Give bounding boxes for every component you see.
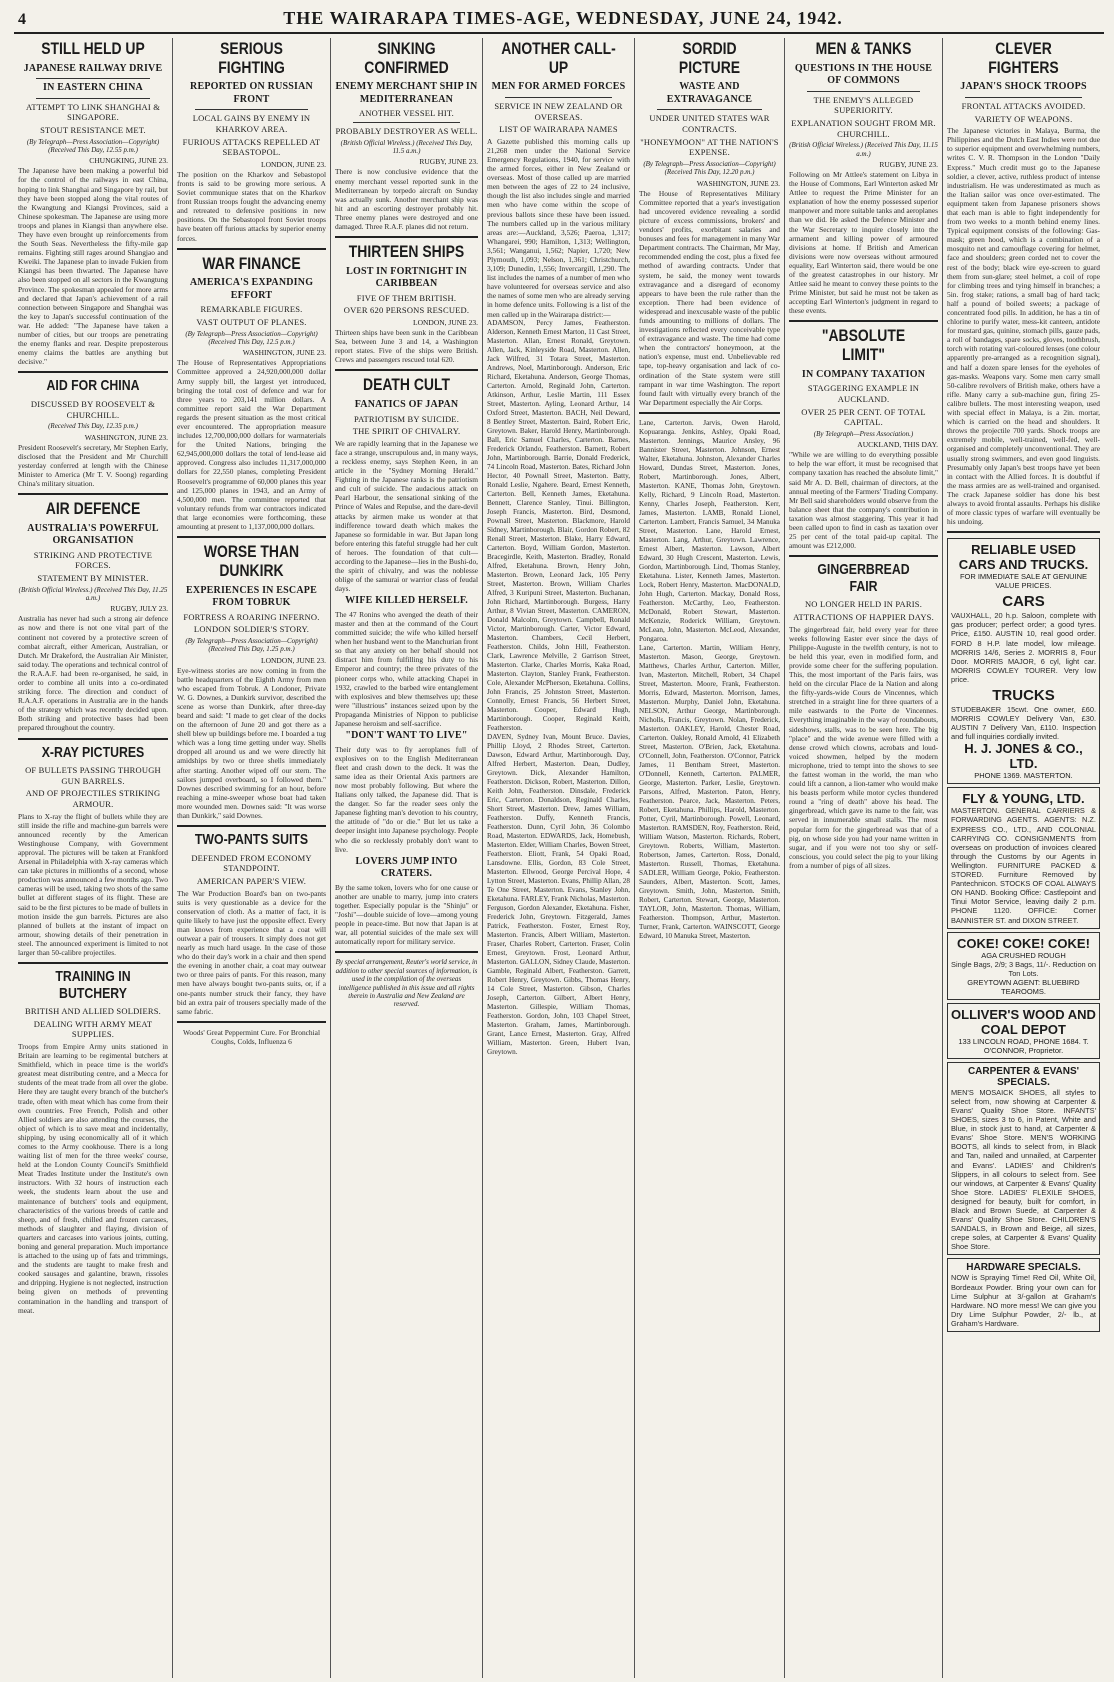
deck: LONDON SOLDIER'S STORY. [193, 624, 310, 635]
deck: STRIKING AND PROTECTIVE FORCES. [33, 549, 153, 571]
advert-trucks-heading: TRUCKS [992, 687, 1055, 704]
deck: REMARKABLE FIGURES. [200, 304, 303, 315]
article-body: Thirteen ships have been sunk in the Caribbean Sea, between June 3 and 14, a Washington report states. Five of the ships were British. Crews and passengers rescued total 620. [335, 328, 478, 365]
advert-heading: RELIABLE USED CARS AND TRUCKS. [958, 542, 1089, 573]
deck: UNDER UNITED STATES WAR CONTRACTS. [649, 113, 770, 134]
deck: IN EASTERN CHINA [43, 82, 143, 94]
headline-training-in-butchery: TRAINING IN BUTCHERY [55, 968, 131, 1002]
deck: AMERICA'S EXPANDING EFFORT [189, 277, 314, 301]
deck: QUESTIONS IN THE HOUSE OF COMMONS [794, 62, 933, 87]
credit-line: (British Official Wireless.) (Received This Day, 11.25 a.m.) [18, 585, 168, 602]
deck: OVER 25 PER CENT. OF TOTAL CAPITAL. [801, 406, 926, 428]
small-advert: Woods' Great Peppermint Cure. For Bronchial Coughs, Colds, Influenza 6 [182, 1027, 321, 1046]
deck: FANATICS OF JAPAN [354, 399, 459, 411]
page-number: 4 [18, 11, 26, 28]
dateline: RUGBY, JUNE 23. [419, 157, 478, 167]
deck: IN COMPANY TAXATION [801, 368, 926, 380]
article-body: "While we are willing to do everything possible to help the war effort, it must be recognised that company taxation has reached the absolute limit," said Mr A. D. Bell, chairman of directors, at the annual meeting of the Farmers' Trading Company. Mr Bell said shareholders would observe from the balance sheet that the company's contribution in taxation was almost staggering. This year it had been called upon to find in cash as taxation over 25 per cent of the total paid-up capital. The amount was £212,000. [789, 450, 938, 551]
advert-heading: COKE! COKE! COKE! [957, 935, 1090, 951]
credit-line: (Received This Day, 12.35 p.m.) [48, 422, 138, 431]
column-3 [330, 38, 482, 1678]
credit-line: (By Telegraph—Press Association—Copyright) (Received This Day, 12.55 p.m.) [26, 137, 160, 154]
deck: ATTRACTIONS OF HAPPIER DAYS. [793, 611, 934, 622]
headline-absolute-limit: "ABSOLUTE LIMIT" [821, 326, 906, 365]
article-body: The gingerbread fair, held every year for three weeks following Easter ever since the days of Philippe-Auguste in the twelfth century, is not to be held this year, even in modified form, and provide some cheer for the suffering population. This, the most important of the Paris fairs, was held on the circular Place de la Nation and along the fifty-yards-wide Cours de Vincennes, which stretched in a straight line for three quarters of a mile eastwards to the Porte de Vincennes. Everything imaginable in the way of roundabouts, sideshows, stalls, was to be seen here. The big "place" and the wide avenue were filled with a dense crowd which clowns, acrobats and loud-voiced showmen, helped by the modern microphone, tried to tempt into the shows to see the fattest woman in the world, the man who could lift a cannon, a lion-tamer who would make his beasts perform while motor cycles thundered round a "ring of death" above his head. The gingerbread, which gave its name to the fair, was served in innumerable small stalls. The most popular form for the gingerbread was that of a pig, on whose side you had your name written in sugar, and if you were not too shy or self-conscious, you could select the pig to your liking from a number of pigs of all sizes. [789, 624, 938, 870]
carpenter-evans-advert [947, 1062, 1100, 1256]
deck: DEALING WITH ARMY MEAT SUPPLIES. [33, 1018, 153, 1040]
deck: DISCUSSED BY ROOSEVELT & CHURCHILL. [30, 398, 156, 420]
dateline: CHUNGKING, JUNE 23. [89, 156, 168, 166]
advert-heading: OLLIVER'S WOOD AND COAL DEPOT [951, 1006, 1096, 1037]
dateline: WASHINGTON, JUNE 23. [696, 178, 780, 188]
advert-cars-list: VAUXHALL, 20 h.p. Saloon, complete with gas producer; perfect order; a good tyres. Price, £150. AUSTIN 10, real good order. FORD 8 H.P. late model, low mileage. MORRIS 14/6, Series 2. MORRIS 8, Four Door. MORRIS MAJOR, 6 cyl, light car. MORRIS COWLEY TOURER. Very low price. [951, 611, 1096, 684]
name-list: ADAMSON, Percy James, Featherston. Alderson, Kenneth Ernest Marton, 11 Cast Street, Masterton. Allan, Ernest Ronald, Greytown. Allen, Jack, Kinleyside Road, Masterton. Allen, Jack Wilfred, 31 Totara Street, Masterton. Andrews, Noel, Martinborough. Anderson, Eric Richard, Eketahuna. Anderson, George Thomas, Carterton. Arnold, Reginald John, Carterton. Atkinson, Arthur, Leslie Martin, 111 Essex Street, Masterton. Ayling, Leonard Arthur, 14 Oxford Street, Masterton. BACH, Neil Deward, 8 Bentley Street, Masterton. Baird, Robert Eric, Greytown. Baker, Harold Henry, Martinborough. Ball, Eric Samuel Charles, Carterton. Barnes, Frederick Orlando, Featherston. Barnett, Robert John, Martinborough. Barrie, Donald Frederick, 74 Lincoln Road, Masterton. Bates, Richard John Hector, 40 Pownall Street, Masterton. Batty, Ronald Leslie, Ngahere. Beard, Ernest Kenneth, Carterton. Bell, Kenneth James, Eketahuna. Bennett, Clarence Stanley, Tinui. Billington, Joseph Francis, Masterton. Bird, Desmond, Pownall Street, Masterton. Blackmore, Harold Sidney, Martinborough. Blair, Gordon Robert, 82 Renall Street, Masterton. Blake, Harry Edward, Carterton. Boyd, William Gordon, Masterton. Bracegirdle, Keith, Masterton. Bradley, Ronald Alfred, Eketahuna. Brown, Henry John, Masterton. Brown, Leonard Jack, 105 Perry Street, Masterton. Brown, William Charles Alfred, 3 Kuripuni Street, Masterton. Buchanan, John Richard, Martinborough. Burgess, Harry Arthur, 8 Vivian Street, Masterton. CAMERON, Donald Malcolm, Greytown. Campbell, Ronald Victor, Martinborough. Carter, Victor Edward, Masterton. Chambers, Cecil Herbert, Featherston. Childs, John Hill, Featherston. Clark, Lawrence Melville, 2 Garrison Street, Masterton. Clarke, Charles Morris, Kaka Road, Masterton. Clayton, Stanley Frank, Featherston. Cole, Alexander McPherson, Eketahuna. Collins, John Francis, 25 Johnston Street, Masterton. Connolly, Ernest Francis, 56 Herbert Street, Masterton. Cooper, Edward Hugh, Martinborough. Cooper, Reginald Keith, Featherston. [487, 318, 630, 732]
deck: AUSTRALIA'S POWERFUL ORGANISATION [27, 522, 159, 547]
headline-air-defence: AIR DEFENCE [45, 499, 141, 519]
advert-heading: CARPENTER & EVANS' SPECIALS. [967, 1065, 1080, 1088]
advert-heading: HARDWARE SPECIALS. [966, 1262, 1081, 1274]
deck: STOUT RESISTANCE MET. [40, 124, 146, 135]
deck: LOST IN FORTNIGHT IN CARIBBEAN [346, 265, 467, 290]
headline-serious-fighting: SERIOUS FIGHTING [218, 39, 285, 77]
deck: JAPAN'S SHOCK TROOPS [960, 81, 1087, 93]
deck: FIVE OF THEM BRITISH. [356, 292, 457, 303]
article-body: Their duty was to fly aeroplanes full of explosives on to the English Mediterranean fleet and crash down to the deck. It was the same idea as their Oriental Axis partners are now most probably following. But where the Italians only talked, the Japanese did. That is the danger. So far the reader sees only the Japanese fighting man's devotion to his country, the attitude of "do or die." But let us take a deeper insight into Japanese psychology. People who die so recklessly probably don't want to live. [335, 744, 478, 854]
dateline: LONDON, JUNE 23. [261, 655, 326, 665]
credit-line: (British Official Wireless.) (Received This Day, 11.15 a.m.) [789, 141, 938, 158]
deck: PATRIOTISM BY SUICIDE. [353, 413, 460, 424]
name-list: DAVEN, Sydney Ivan, Mount Bruce. Davies, Phillip Lloyd, 2 Rhodes Street, Carterton. Dawson, Edward Arthur, Martinborough. Day, Alfred Herbert, Masterton. Dean, Dudley, Greytown. Dick, Alexander Hamilton, Featherston. Dickson, Robert, Masterton. Dillon, Keith John, Featherston. Dinsdale, Frederick Eric, Carterton. Donaldson, Reginald Charles, Short Street, Masterton. Drew, James William, Featherston. Duffy, Kenneth Francis, Featherston. Dunn, Cyril John, 36 Colombo Road, Masterton. EDWARDS, Jack, Homebush, Masterton. Elder, William Charles, Bowen Street, Featherston. Eliott, Frank, 54 Opaki Road, Lansdowne. Ellis, Gordon, 83 Cole Street, Masterton. Ellwood, George Percival Hope, 4 Lytton Street, Masterton. Evans, Phillip Allan, 28 Te One Street, Masterton. Evans, Stanley John, Eketahuna. FARLEY, Frank Nicholas, Masterton. Ferguson, Gordon Alexander, Eketahuna. Fisher, Frederick John, Greytown. Fitzgerald, James Patrick, Featherston. Foster, Ernest Roy, Masterton. Francis, Albert William, Masterton. Fraser, Charles Robert, Carterton. Fraser, Colin Ernest, Greytown. Frost, Leonard Arthur, Masterton. GALLON, Sidney Claude, Masterton. Gamble, Reginald Albert, Featherston. Garrett, Robert Henry, Greytown. Gibbs, Thomas Henry, 14 Cole Street, Masterton. Gibson, Charles Joseph, Carterton. Gilbert, Albert Henry, Masterton. Gillespie, William Thomas, Featherston. Gordon, John, 103 Chapel Street, Masterton. Graham, James, Martinborough. Grant, Lance Ernest, Masterton. Gray, Alfred William, Masterton. Green, Hubert Ivan, Greytown. [487, 732, 630, 1056]
headline-gingerbread-fair: GINGERBREAD FAIR [817, 561, 910, 595]
headline-thirteen-ships: THIRTEEN SHIPS [348, 242, 465, 262]
deck: FRONTAL ATTACKS AVOIDED. [961, 100, 1086, 111]
article-body: We are rapidly learning that in the Japanese we face a strange, unscrupulous and, in many ways, a reckless enemy, says Stephen Keen, in an article in the "Sydney Morning Herald." Fighting in the Japanese ranks is the patriotism and cult of suicide. The audacious attack on Pearl Harbour, the sensational sinking of the Prince of Wales and Repulse, and the dare-devil attacks by airmen make us wonder at that indifference toward death which makes the Japanese so formidable in war. But Japan long before entering this fateful struggle had her cult of heroes. The foundation of that cult—according to the Japanese—lies in the Bushi-do, the spirit of chivalry, and was the noblesse oblige of the samurai or warrior class of feudal days. [335, 438, 478, 594]
article-body: The 47 Ronins who avenged the death of their master and then at the command of the Court committed suicide; the wife who killed herself when her husband went to the Manchurian front so that any anxiety on her behalf should not distract him from fulfilling his duty to his Emperor and country; the three privates of the pioneer corps who, while attacking Chapei in 1932, crawled to the barbed wire entanglement with explosives and blew themselves up; these were "illustrious" instances seized upon by the Propaganda Ministries of Nippon to publicise Japanese heroism and self-sacrifice. [335, 609, 478, 729]
dateline: RUGBY, JULY 23. [110, 604, 168, 614]
article-body: The Japanese have been making a powerful bid for the control of the railways in east China, hoping to link Shanghai and Singapore by rail, but they have been stopped along the vital routes of the Kwangtung and Kiangsi Provinces, said a Chinese spokesman. The Japanese are using more troops and planes in Kiangsi than anywhere else. They have even brought up reinforcements from the South Seas. Nevertheless the fifty-mile gap remains. Fighting still rages around Shangjao and Kweiki. The Japanese plan to invade Fukien from Kiangsi has been thwarted. The Japanese have also been stopped on all sectors in the Kwangtung Province. The spokesman appealed for more arms and declared that Japan's achievement of a rail connection between Singapore and Shanghai was the key to Japan's successful continuation of the war. He added: "The Japanese have taken a number of cities, but our troops are penetrating the enemy flanks and rear. Despite preposterous enemy claims the battles are anything but decisive." [18, 166, 168, 367]
deck: REPORTED ON RUSSIAN FRONT [190, 81, 313, 105]
credit-line: (By Telegraph—Press Association—Copyright) (Received This Day, 12.5 p.m.) [185, 329, 318, 346]
coke-advert [947, 932, 1100, 1000]
dateline: RUGBY, JUNE 23. [879, 159, 938, 169]
article-body: Troops from Empire Army units stationed in Britain are learning to be regimental butchers at Smithfield, which in peace time is the world's greatest meat distributing centre, and a Mecca for students of the meat trade from all over the globe. Here they are taught every branch of the butcher's trade, often with meat which has come from their own countries. Free French, Polish and other Allied soldiers are also attending the courses, the object of which is to save meat and incidentally, shipping, by using economically all of it which comes to the Army cookhouse. There is a long waiting list of men for the three weeks' course, held at the London County Council's Smithfield Meat Trades Institute under the Institute's own instructors. With 32 hours of instruction each week, the students learn about the use and maintenance of butchers' tools and equipment, characteristics of the various breeds of cattle and sheep, and of fresh, chilled and frozen carcases, methods of slaughter and flaying, division of quarters and carcases into various joints, cutting, boning and general preparation. Much importance is attached to the using up of fats and trimmings, and the students are taught to make fresh and cooked sausages and galantine, brawn, rissoles and dripping. Hygiene is not neglected, instruction being given on methods of preventing contamination in the handling and transport of meat. [18, 1041, 168, 1315]
deck: ANOTHER VESSEL HIT. [358, 108, 454, 119]
article-body: Eye-witness stories are now coming in from the battle headquarters of the Eighth Army from men who escaped from Tobruk. A Londoner, Private W. G. Downes, a Dunkirk survivor, described the scene as worse than Dunkirk, after three-day beard and said: "I made to get clear of the docks on the afternoon of June 20 and got there as a shell blew up buildings before me. I boarded a tug which was a long time getting under way. Shells dropped all around us and we were directly hit amidships by two or three shells immediately after starting. Another wiped off our stern. The sailors jumped overboard, so I followed them." Downes described swimming for an hour, before reaching a mine-sweeper whose boat had taken more wounded men. Downes said: "It was worse than Dunkirk," said Downes. [177, 665, 326, 821]
deck: STATEMENT BY MINISTER. [37, 572, 149, 583]
headline-clever-fighters: CLEVER FIGHTERS [988, 39, 1059, 77]
article-body: Australia has never had such a strong air defence as now and there is not one vital part of the continent not covered by a protective screen of combat aircraft, either American, Australian, or Dutch. Mr Drakeford, the Australian Air Minister, said today. The operations and technical control of the R.A.A.F. had been re-organised, he said, in order to combine all units into a co-ordinated striking force. The direction and conduct of R.A.A.F. operations in Australia are in the hands of the strategy which was recently decided upon. Both striking and protective bases had been prepared throughout the country. [18, 614, 168, 733]
credit-line: (By Telegraph—Press Association—Copyright) (Received This Day, 1.25 p.m.) [185, 636, 318, 654]
deck: AMERICAN PAPER'S VIEW. [196, 875, 307, 886]
deck: THE SPIRIT OF CHIVALRY. [352, 426, 461, 437]
deck: EXPLANATION SOUGHT FROM MR. CHURCHILL. [791, 117, 936, 139]
headline-sinking-confirmed: SINKING CONFIRMED [364, 39, 449, 77]
column-1 [14, 38, 172, 1678]
headline-two-pants-suits: TWO-PANTS SUITS [194, 831, 309, 849]
article-body: Following on Mr Attlee's statement on Libya in the House of Commons, Earl Winterton asked Mr Attlee to request the Prime Minister for an explanation of how the enemy possessed superior manpower and more suitable tanks and aeroplanes than we did. He asked the Defence Minister and the War Secretary to inquire closely into the armament and killing power of armoured divisions at home. If British and American divisions were now overseas without armoured equality, Earl Winterton said, there would be one of the greatest catastrophes in our history. Mr Attlee said he meant to convey these points to the Prime Minister, but said he must not be taken as accepting Earl Winterton's judgment in regard to these events. [789, 169, 938, 316]
deck: FORTRESS A ROARING INFERNO. [183, 611, 320, 622]
advert-firm-name: H. J. JONES & CO., LTD. [964, 741, 1083, 772]
advert-body: NOW is Spraying Time! Red Oil, White Oil, Bordeaux Powder. Bring your own can for Lime Sulphur at 3/-gallon at Graham's Hardware. NO more mess! We can give you Dry Lime Sulphur Powder, 2/- lb., at Graham's Hardware. [951, 1273, 1096, 1328]
article-body: A Gazette published this morning calls up 21,268 men under the National Service Emergency Regulations, 1940, for service with the armed forces, either in New Zealand or overseas. Most of those called up are married men between the ages of 22 to 24 inclusive, though the list also includes single and married men who have come within the scope of previous ballots since these have been issued. The numbers called up in the various military areas are:—Auckland, 3,526; Paeroa, 1,317; Whangarei, 990; Hamilton, 1,313; Wellington, 3,561; Wanganui, 1,562; Napier, 1,720; New Plymouth, 1,093; Nelson, 1,361; Christchurch, 3,109; Dunedin, 1,556; Invercargill, 1,290. The list includes the names of a number of men who have volunteered for overseas service and also the names of some men who are already serving in home defence units. Following is a list of the men called up in the Wairarapa district:— [487, 136, 630, 319]
deck: STAGGERING EXAMPLE IN AUCKLAND. [807, 383, 920, 404]
deck: FURIOUS ATTACKS REPELLED AT SEBASTOPOL. [182, 136, 321, 158]
deck: EXPERIENCES IN ESCAPE FROM TOBRUK [186, 584, 317, 608]
deck: DEFENDED FROM ECONOMY STANDPOINT. [191, 852, 312, 874]
advert-subheading: FOR IMMEDIATE SALE AT GENUINE VALUE PRICES. [959, 572, 1088, 591]
dateline: LONDON, JUNE 23. [261, 159, 326, 169]
olliver-advert [947, 1003, 1100, 1059]
article-body: Plans to X-ray the flight of bullets while they are still inside the rifle and machine-gun barrels were announced recently by the American Westinghouse Company, with Government approval. The pictures will be taken at Frankford Arsenal in Philadelphia with X-ray cameras which can take pictures in millionths of a second, whose production was announced a few months ago. Two cameras will be used, taking two shots of the same bullet at different stages of its flight. These are said to be the first pictures to be made of bullets in motion inside the gun barrels. Pictures are also planned of bullets at the instant of impact on armour, showing details of their penetration in steel. The announced experiment is limited to not larger than 50-calibre projectiles. [18, 811, 168, 957]
article-body: There is now conclusive evidence that the enemy merchant vessel reported sunk in the Mediterranean by torpedo aircraft on Sunday was actually sunk. Another merchant ship was hit and an escorting destroyer probably hit. Three enemy planes were destroyed and one damaged. Three R.A.F. planes did not return. [335, 167, 478, 231]
deck: "HONEYMOON" AT THE NATION'S EXPENSE. [640, 136, 779, 158]
deck: WASTE AND EXTRAVAGANCE [666, 81, 753, 105]
advert-agent: GREYTOWN AGENT: BLUEBIRD TEAROOMS. [967, 977, 1080, 996]
dateline: WASHINGTON, JUNE 23. [242, 348, 326, 358]
column-6 [784, 38, 942, 1678]
advert-body: Single Bags, 2/9; 3 Bags, 11/-. Reduction on Ton Lots. [951, 959, 1096, 978]
headline-worse-than-dunkirk: WORSE THAN DUNKIRK [203, 542, 300, 580]
subhead: "DON'T WANT TO LIVE" [345, 730, 468, 742]
newspaper-title: THE WAIRARAPA TIMES-AGE, WEDNESDAY, JUNE 24, 1942. [283, 8, 843, 28]
deck: MEN FOR ARMED FORCES [491, 81, 626, 93]
advert-heading: FLY & YOUNG, LTD. [962, 791, 1085, 807]
credit-line: (By Telegraph—Press Association.) [813, 429, 914, 438]
headline-men-and-tanks: MEN & TANKS [815, 39, 912, 58]
name-list: Lane, Carterton. Martin, William Henry, Masterton. Mason, George, Greytown. Matthews, Charles Arthur, Carterton. Miller, Ivan, Masterton. Mitchell, Robert, 34 Chapel Street, Masterton. Moore, Frank, Featherston. Morris, Edward, Masterton. Morrison, James, Masterton. Murphy, Daniel John, Eketahuna. NELSON, Arthur George, Martinborough. Nicholls, Francis, Greytown. Nolan, Frederick, Masterton. OAKLEY, Harold, Chester Road, Carterton. Oakley, Ronald Arnold, 41 Elizabeth Street, Masterton. O'Brien, Jack, Eketahuna. O'Connell, John, Featherston. O'Connor, Patrick James, 11 Bentham Street, Masterton. O'Donnell, Kenneth, Carterton. PALMER, George, Masterton. Parker, Leslie, Greytown. Parsons, Alfred, Masterton. Paton, Henry, Featherston. Pearce, Jack, Masterton. Peters, Robert, Eketahuna. Phillips, Harold, Masterton. Potter, Cyril, Martinborough. Powell, Leonard, Masterton. RAMSDEN, Roy, Featherston. Reid, William Watson, Masterton. Richards, Robert, Greytown. Roberts, William, Masterton. Robertson, James, Carterton. Ross, Donald, Masterton. Russell, Thomas, Eketahuna. SADLER, William George, Pokio, Featherston. Saunders, Albert, Masterton. Scott, James, Greytown. Smith, John, Masterton. Smith, Robert, Carterton. Stewart, George, Masterton. TAYLOR, John, Masterton. Thomas, William, Featherston. Thompson, Arthur, Masterton. Turner, Frank, Carterton. WAINSCOTT, George Edward, 10 Manuka Street, Masterton. [639, 643, 780, 940]
article-body: The position on the Kharkov and Sebastopol fronts is said to be growing more serious. A Soviet communique states that on the Kharkov front Russian troops fought the advancing enemy and retreated to defensive positions in new positions. On the Sebastopol front Soviet troops have beaten off furious attacks by superior enemy forces. [177, 169, 326, 243]
deck: NO LONGER HELD IN PARIS. [804, 599, 923, 610]
deck: OVER 620 PERSONS RESCUED. [343, 305, 470, 316]
headline-aid-for-china: AID FOR CHINA [46, 377, 140, 395]
advert-trucks-list: STUDEBAKER 15cwt. One owner, £60. MORRIS COWLEY Delivery Van, £30. AUSTIN 7 Delivery Van, £110. Inspection and full inquiries cordially invited. [951, 705, 1096, 742]
dateline: LONDON, JUNE 23. [413, 318, 478, 327]
dateline: WASHINGTON, JUNE 23. [84, 432, 168, 442]
headline-another-call-up: ANOTHER CALL-UP [501, 39, 616, 77]
column-4 [482, 38, 634, 1678]
deck: VARIETY OF WEAPONS. [974, 113, 1073, 124]
deck: BRITISH AND ALLIED SOLDIERS. [25, 1006, 161, 1017]
masthead [14, 8, 1104, 34]
headline-still-held-up: STILL HELD UP [41, 39, 145, 58]
article-body: The War Production Board's ban on two-pants suits is very questionable as a device for the conservation of cloth. As a matter of fact, it is quite likely to have just the opposite effect. Every man knows from experience that a coat will outwear a pair of trousers. It simply does not get nearly as much hard usage. In the case of those who do their day's work in a chair and then spend the evening in another chair, a coat may outwear two or three pairs of pants. For this reason, many men have always bought two-pants suits, or, if a one-pants number struck their fancy, they have bid an extra pair of trousers specially made of the same fabric. [177, 888, 326, 1016]
headline-x-ray-pictures: X-RAY PICTURES [41, 743, 145, 761]
advert-cars-heading: CARS [1002, 593, 1045, 611]
headline-war-finance: WAR FINANCE [202, 253, 301, 273]
credit-line: (By Telegraph—Press Association—Copyright) (Received This Day, 12.20 p.m.) [643, 159, 776, 177]
deck: LOCAL GAINS BY ENEMY IN KHARKOV AREA. [192, 113, 311, 134]
advert-phone: PHONE 1369. MASTERTON. [974, 771, 1073, 781]
article-body: The Japanese victories in Malaya, Burma, the Philippines and the Dutch East Indies were not due to superior equipment and overwhelming numbers, writes C. V. R. Thompson in the London "Daily Express." Much credit must go to the Japanese soldier, a clever, active, ruthless product of intense industrialism. He was underestimated as much as the Italian sailor was once over-estimated. The equipment taken from Japanese prisoners shows that each man is able to fight independently for from two weeks to a month behind enemy lines. Typical equipment consists of the following: Gas-mask; green hood, which is a combination of a mosquito net and camouflage covering for helmet, face and shoulders; green corded net to cover the rest of the body; black wire eye-screen to guard them from sun-glare; steel helmet, a coil of rope for climbing trees and tying himself in branches; a 5in. frog stake; rations, a small bag of hard tack; half a pound of boiled sweets; a package of concentrated food pills. In addition, he has a tin of chlorine to purify water, mess-kit canteen, antidote for mustard gas, quinine, stomach pills, gauze pads, a roll of bandages, spare socks, gloves, toothbrush, torch with rotating vari-coloured lenses (one colour apparently pre-arranged as a recognition signal), and half a dozen spare lenses for the eyeholes of gas-masks. Weapons vary. Some men carry small 50-calibre revolvers of British make, others have a rifle. Many carry a sub-machine gun, firing 25-calibre bullets. The most interesting weapon, used with special effect in Malaya, is a 2in. mortar, which is carried on the head and shoulders. It throws the projectile 700 yards. Shock troops are extremely mobile, well-trained, well-fed, well-organised and completely unconventional. They are usually strong swimmers, and even good linguists. Presumably only Japan's best troops have yet been in contact with the Allied forces. It is doubtful if the mass armies are as well-trained and organised. The crack Japanese soldier has done his best always to avoid frontal assaults. Perhaps his dislike of more classic types of warfare will eventually be his undoing. [947, 126, 1100, 527]
column-2 [172, 38, 330, 1678]
credit-line: (British Official Wireless.) (Received This Day, 11.5 a.m.) [340, 138, 473, 156]
deck: LIST OF WAIRARAPA NAMES [499, 124, 618, 135]
deck: AND OF PROJECTILES STRIKING ARMOUR. [25, 788, 161, 809]
headline-sordid-picture: SORDID PICTURE [678, 39, 741, 77]
fly-young-advert [947, 787, 1100, 928]
advert-body: MASTERTON. GENERAL CARRIERS & FORWARDING AGENTS. AGENTS: N.Z. EXPRESS CO., LTD., AND COLONIAL CARRYING CO. CONSIGNMENTS from overseas on production of invoices cleared through the Customs by our Agents in Wellington. FURNITURE PACKED & STORED. Furniture Removed by Pantechnicon. STOCKS OF COAL ALWAYS ON HAND. Booking Office: Castlepoint and Tinui Motor Service, leaving daily 2 p.m. PHONE 1120. OFFICE: Corner BANNISTER ST. and DIXON STREET. [951, 806, 1096, 925]
hardware-advert [947, 1258, 1100, 1332]
used-cars-advert [947, 538, 1100, 784]
deck: SERVICE IN NEW ZEALAND OR OVERSEAS. [494, 100, 623, 122]
deck: OF BULLETS PASSING THROUGH GUN BARRELS. [25, 765, 161, 786]
subhead: LOVERS JUMP INTO CRATERS. [355, 855, 458, 880]
article-body: President Roosevelt's secretary, Mr Stephen Early, disclosed that the President and Mr Churchill yesterday conferred at length with the Chinese Minister to America (Mr T. V. Soong) regarding China's military situation. [18, 442, 168, 488]
article-body: The House of Representatives Appropriations Committee approved a 24,920,000,000 dollar Army supply bill, the largest yet introduced, bringing the total cost of defence and war for three years to 203,141 million dollars. A committee report said the War Department regards the present situation as the most critical ever encountered. The appropriation measure includes 12,700,000,000 dollars for warmaterials for the United Nations, bringing the 62,945,000,000 dollars the total of lend-lease aid approved. Congress also includes 11,317,000,000 dollars for 22,550 planes, completing President Roosevelt's programme of 60,000 planes this year and 125,000 planes in 1943, and an Army of 4,500,000 men. The committee reported that voluntary refunds from war contractors indicated that large economies were forthcoming, these amounting at present to 1,137,000,000 dollars. [177, 358, 326, 532]
dateline: AUCKLAND, THIS DAY. [857, 440, 938, 450]
subhead: WIFE KILLED HERSELF. [345, 595, 468, 607]
deck: PROBABLY DESTROYER AS WELL. [335, 126, 478, 136]
advert-body: MEN'S MOSAICK SHOES, all styles to select from, now showing at Carpenter & Evans' Quality Shoe Store. INFANTS' SHOES, sizes 3 to 6, in Patent, White and Blue, in stock just to hand, at Carpenter & Evans' Shoe Store. MEN'S WORKING BOOTS, all kinds to select from, in Black and Tan, nailed and unnailed, at Carpenter and Evans'. LADIES' and Children's Slippers, in all colours to select from. See our windows, at Carpenter & Evans' Quality Shoe Store. LADIES' FLEXILE SHOES, designed for beauty, built for comfort, in Black and Brown Suede, at Carpenter & Evans' Quality Shoe Store. CHILDREN'S SANDALS, in Brown and Beige, all sizes, crepe soles, at Carpenter & Evans' Quality Shoe Store. [951, 1087, 1096, 1252]
name-list: Lane, Carterton. Jarvis, Owen Harold, Kopuaranga. Jenkins, Ashley, Opaki Road, Masterton. Jennings, Maurice Ansley, 96 Bannister Street, Masterton. Johnson, Ernest Walter, Eketahuna. Johnston, Alexander Charles Howard, Dundas Street, Masterton. Jones, Robert, Martinborough. Jones, Albert, Masterton. KANE, Thomas John, Greytown. Kelly, Richard, 9 Lincoln Road, Masterton. Kenny, Charles Joseph, Featherston. Kerr, James, Masterton. LAMB, Ronald Lionel, Carterton. Lambert, Francis Samuel, 34 Manuka Street, Masterton. Lane, Harold Ernest, Masterton. Lang, Arthur, Greytown. Lawrence, Ernest Albert, Masterton. Lawson, Albert Edward, 30 Hugh Crescent, Masterton. Lewis, Gordon, Martinborough. Lind, Thomas Stanley, Eketahuna. Lister, Kenneth James, Masterton. Lock, Robert Henry, Masterton. MacDONALD, John Hugh, Carterton. Mackay, Donald Ross, Featherston. McCarthy, Leo, Featherston. McDonald, Robert Stewart, Masterton. McKenzie, Roderick William, Greytown. McLean, John, Masterton. McLeod, Alexander, Pongaroa. [639, 418, 780, 643]
deck: THE ENEMY'S ALLEGED SUPERIORITY. [813, 94, 914, 116]
headline-death-cult: DEATH CULT [363, 375, 450, 395]
column-7 [942, 38, 1104, 1678]
deck: ATTEMPT TO LINK SHANGHAI & SINGAPORE. [25, 101, 161, 123]
column-5 [634, 38, 784, 1678]
article-body: The House of Representatives Military Committee reported that a year's investigation had uncovered evidence revealing a sordid picture of excess commissions, brokers' and vendors' profits, exorbitant salaries and bonuses and fees for management in many War Department contracts. The Chairman, Mr May, recommended ending the cost, plus a fixed fee method of awarding contracts. Under that system, he said, the money went towards extravagance and a disregard of economy appears to have been the rule rather than the exception. There had been evidence of widespread and inexcusable waste of the public funds amounting to millions of dollars. The investigations reflected every conceivable type of extravagance and waste. The time had come when the contractors' honeymoon, at the nation's expense, must end. Unbelievable red tape, top-heavy organisation and lack of co-ordination of the State system were still rampant in war time Washington. The report found fault with virtually every branch of the War Department especially the Air Corps. [639, 188, 780, 407]
deck: ENEMY MERCHANT SHIP IN MEDITERRANEAN [335, 81, 478, 105]
advert-body: 133 LINCOLN ROAD, PHONE 1684. T. O'CONNOR, Proprietor. [958, 1036, 1089, 1055]
deck: VAST OUTPUT OF PLANES. [196, 316, 307, 327]
deck: JAPANESE RAILWAY DRIVE [23, 62, 163, 74]
article-body: By the same token, lovers who for one cause or another are unable to marry, jump into craters together. Especially popular is the "Shinju" or "Joshi"—double suicide of love—among young people in peace-time. But now that Japan is at war, all potential suicides of the male sex will automatically report for military service. [335, 882, 478, 947]
advert-subheading: AGA CRUSHED ROUGH [981, 950, 1066, 960]
reuters-note: By special arrangement, Reuter's world service, in addition to other special sources of information, is used in the compilation of the overseas intelligence published in this issue and all rights therein in Australia and New Zealand are reserved. [335, 958, 478, 1009]
